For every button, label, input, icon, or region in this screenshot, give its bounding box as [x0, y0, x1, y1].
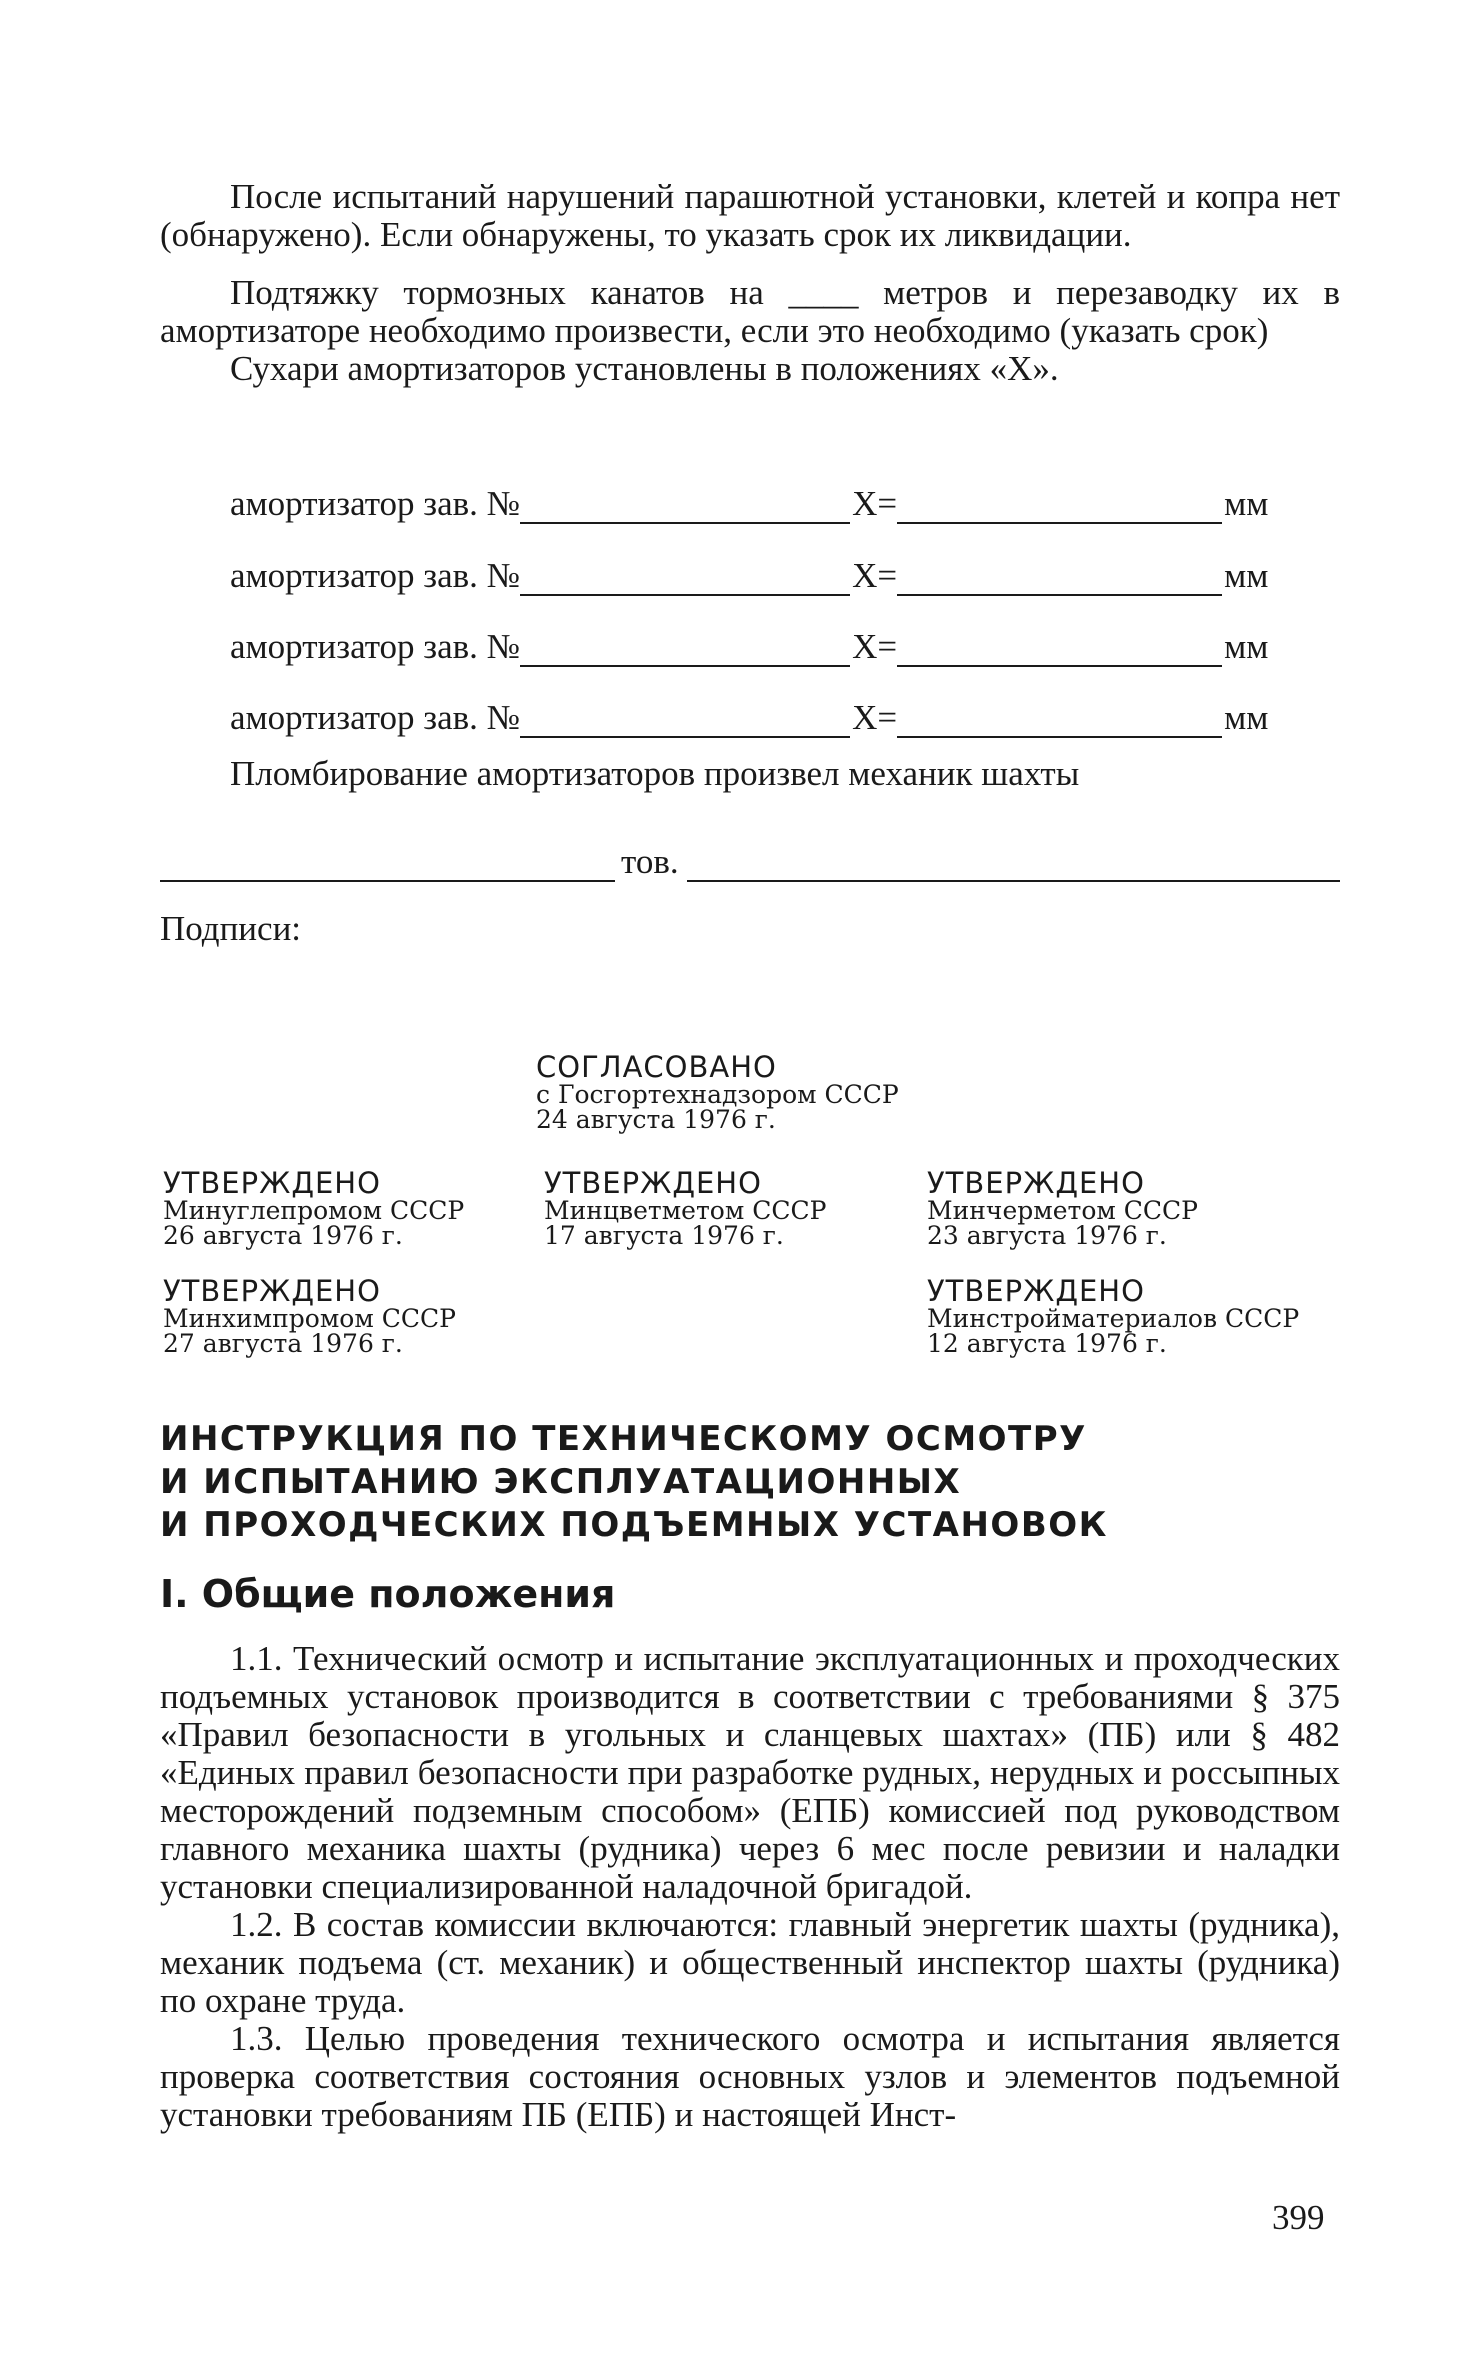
unit-label: мм — [1224, 627, 1269, 666]
comrade-label: тов. — [621, 842, 679, 881]
x-value-blank — [897, 564, 1222, 596]
shock-absorber-row — [230, 698, 1340, 738]
approval-block — [163, 1276, 456, 1356]
approval-block — [927, 1276, 1299, 1356]
agreed-heading: СОГЛАСОВАНО — [536, 1050, 777, 1084]
unit-label: мм — [1224, 698, 1269, 737]
instruction-title — [160, 1418, 1340, 1547]
shock-absorber-row — [230, 627, 1340, 667]
agreed-line-2: 24 августа 1976 г. — [536, 1105, 776, 1134]
page-number: 399 — [1272, 2198, 1325, 2237]
approval-block — [163, 1168, 464, 1248]
agreed-line-1: с Госгортехнадзором СССР — [536, 1080, 899, 1109]
approval-heading: УТВЕРЖДЕНО — [163, 1166, 381, 1200]
shock-absorber-label: амортизатор зав. № — [230, 484, 521, 523]
approval-org: Минхимпромом СССР — [163, 1304, 456, 1333]
sealing-text: Пломбирование амортизаторов произвел механик шахты — [230, 754, 1080, 793]
approval-heading: УТВЕРЖДЕНО — [927, 1274, 1145, 1308]
mechanic-name-blank — [160, 850, 615, 882]
approval-heading: УТВЕРЖДЕНО — [544, 1166, 762, 1200]
x-value-blank — [897, 706, 1222, 738]
unit-label: мм — [1224, 556, 1269, 595]
shock-absorber-row — [230, 556, 1340, 596]
comrade-name-blank — [687, 850, 1340, 882]
x-position-label: Х= — [852, 627, 898, 666]
unit-label: мм — [1224, 484, 1269, 523]
approval-heading: УТВЕРЖДЕНО — [927, 1166, 1145, 1200]
serial-number-blank — [520, 635, 850, 667]
x-value-blank — [897, 492, 1222, 524]
approval-org: Минуглепромом СССР — [163, 1196, 465, 1225]
serial-number-blank — [520, 492, 850, 524]
approval-block — [544, 1168, 826, 1248]
section-title: I. Общие положения — [160, 1572, 616, 1616]
paragraph-1-1: 1.1. Технический осмотр и испытание эксплуатационных и проходческих подъемных установок производится в соответствии с требованиями § 375 «Правил безопасности в угольных и сланцевых шахтах» (ПБ) или § 482 «Единых правил безопасности при разработке рудных, нерудных и россыпных месторождений подземным способом» (ЕПБ) комиссией под руководством главного механика шахты (рудника) через 6 мес после ревизии и наладки установки специализированной наладочной бригадой. — [160, 1639, 1340, 1906]
approval-block — [927, 1168, 1198, 1248]
title-line-1: ИНСТРУКЦИЯ ПО ТЕХНИЧЕСКОМУ ОСМОТРУ — [160, 1419, 1087, 1459]
general-provisions-text — [160, 1640, 1340, 2134]
shock-absorber-label: амортизатор зав. № — [230, 556, 521, 595]
paragraph-1-3: 1.3. Целью проведения технического осмотра и испытания является проверка соответствия состояния основных узлов и элементов подъемной установки требованиям ПБ (ЕПБ) и настоящей Инст- — [160, 2019, 1340, 2134]
approval-date: 26 августа 1976 г. — [163, 1221, 403, 1250]
approval-org: Минцветметом СССР — [544, 1196, 827, 1225]
title-line-3: И ПРОХОДЧЕСКИХ ПОДЪЕМНЫХ УСТАНОВОК — [160, 1505, 1108, 1545]
shock-absorber-label: амортизатор зав. № — [230, 627, 521, 666]
serial-number-blank — [520, 706, 850, 738]
intro-paragraph-2: Подтяжку тормозных канатов на ____ метров и перезаводку их в амортизаторе необходимо произвести, если это необходимо (указать срок) — [160, 273, 1340, 350]
paragraph-1-2: 1.2. В состав комиссии включаются: главный энергетик шахты (рудника), механик подъема (ст. механик) и общественный инспектор шахты (рудника) по охране труда. — [160, 1905, 1340, 2020]
x-position-label: Х= — [852, 484, 898, 523]
x-position-label: Х= — [852, 698, 898, 737]
intro-text — [160, 178, 1340, 388]
approval-org: Минстройматериалов СССР — [927, 1304, 1300, 1333]
x-value-blank — [897, 635, 1222, 667]
intro-paragraph-3: Сухари амортизаторов установлены в положениях «Х». — [230, 349, 1059, 388]
serial-number-blank — [520, 564, 850, 596]
title-line-2: И ИСПЫТАНИЮ ЭКСПЛУАТАЦИОННЫХ — [160, 1462, 962, 1502]
approval-org: Минчерметом СССР — [927, 1196, 1198, 1225]
approval-date: 23 августа 1976 г. — [927, 1221, 1167, 1250]
x-position-label: Х= — [852, 556, 898, 595]
signature-line — [160, 842, 1340, 882]
approval-date: 27 августа 1976 г. — [163, 1329, 403, 1358]
intro-paragraph-1: После испытаний нарушений парашютной установки, клетей и копра нет (обнаружено). Если обнаружены, то указать срок их ликвидации. — [160, 177, 1340, 254]
signatures-label: Подписи: — [160, 909, 302, 948]
shock-absorber-label: амортизатор зав. № — [230, 698, 521, 737]
agreed-block — [536, 1052, 899, 1132]
approval-date: 12 августа 1976 г. — [927, 1329, 1167, 1358]
approval-date: 17 августа 1976 г. — [544, 1221, 784, 1250]
approval-heading: УТВЕРЖДЕНО — [163, 1274, 381, 1308]
shock-absorber-row — [230, 484, 1340, 524]
